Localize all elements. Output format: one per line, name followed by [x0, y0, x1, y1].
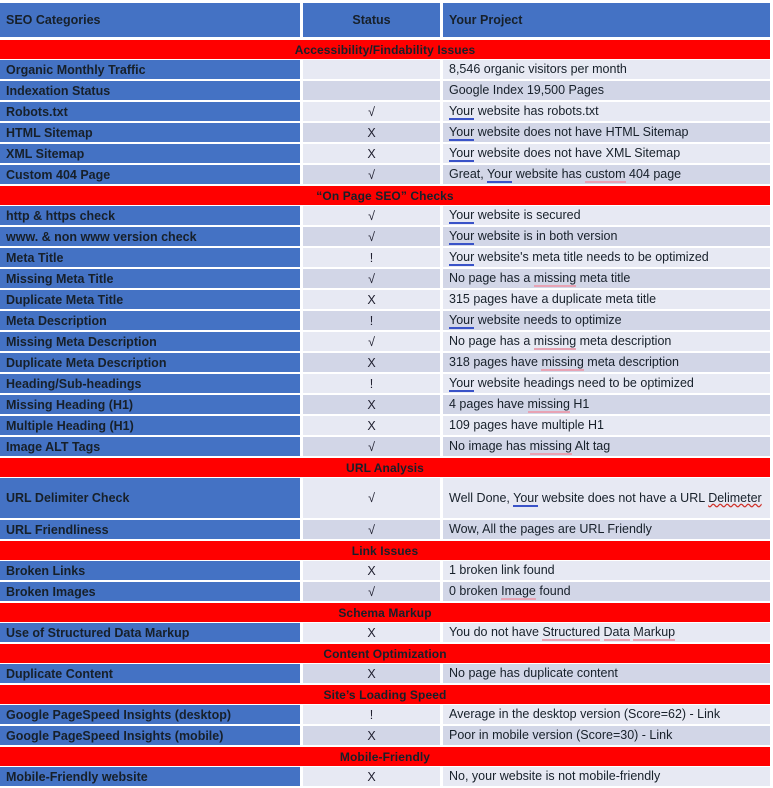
cell-status: !	[303, 311, 443, 332]
cell-category: Heading/Sub-headings	[0, 374, 303, 395]
cell-project: No, your website is not mobile-friendly	[443, 767, 770, 788]
table-row	[0, 705, 770, 726]
cell-category: Google PageSpeed Insights (desktop)	[0, 705, 303, 726]
cell-status: X	[303, 144, 443, 165]
cell-status	[303, 81, 443, 102]
table-row	[0, 81, 770, 102]
cell-category: Missing Meta Title	[0, 269, 303, 290]
cell-project: Great, Your website has custom 404 page	[443, 165, 770, 186]
table-row	[0, 395, 770, 416]
cell-project: Your website's meta title needs to be optimized	[443, 248, 770, 269]
cell-category: http & https check	[0, 206, 303, 227]
cell-category: Image ALT Tags	[0, 437, 303, 458]
table-row	[0, 561, 770, 582]
cell-status: !	[303, 248, 443, 269]
cell-project: Average in the desktop version (Score=62) - Link	[443, 705, 770, 726]
section-title: Content Optimization	[0, 644, 770, 664]
cell-status: √	[303, 582, 443, 603]
cell-project: Your website needs to optimize	[443, 311, 770, 332]
table-row	[0, 60, 770, 81]
section-title: Accessibility/Findability Issues	[0, 40, 770, 60]
cell-project: 4 pages have missing H1	[443, 395, 770, 416]
cell-project: Poor in mobile version (Score=30) - Link	[443, 726, 770, 747]
cell-status	[303, 60, 443, 81]
cell-project: 8,546 organic visitors per month	[443, 60, 770, 81]
cell-project: No image has missing Alt tag	[443, 437, 770, 458]
table-row	[0, 767, 770, 788]
cell-project: 318 pages have missing meta description	[443, 353, 770, 374]
cell-category: Duplicate Meta Title	[0, 290, 303, 311]
cell-category: Duplicate Content	[0, 664, 303, 685]
cell-category: Broken Links	[0, 561, 303, 582]
cell-category: Organic Monthly Traffic	[0, 60, 303, 81]
section-band	[0, 603, 770, 623]
cell-project: Wow, All the pages are URL Friendly	[443, 520, 770, 541]
column-header-seo-categories: SEO Categories	[0, 3, 303, 40]
table-header-row	[0, 3, 770, 40]
section-band	[0, 186, 770, 206]
cell-category: Missing Meta Description	[0, 332, 303, 353]
cell-project: No page has a missing meta title	[443, 269, 770, 290]
table-row	[0, 144, 770, 165]
cell-category: www. & non www version check	[0, 227, 303, 248]
seo-audit-table	[0, 3, 770, 788]
cell-status: X	[303, 395, 443, 416]
cell-category: Meta Description	[0, 311, 303, 332]
column-header-your-project: Your Project	[443, 3, 770, 40]
table-row	[0, 664, 770, 685]
section-band	[0, 747, 770, 767]
table-row	[0, 374, 770, 395]
table-row	[0, 416, 770, 437]
cell-category: Broken Images	[0, 582, 303, 603]
cell-status: X	[303, 664, 443, 685]
cell-status: X	[303, 561, 443, 582]
cell-status: √	[303, 478, 443, 520]
table-row	[0, 102, 770, 123]
cell-project: 109 pages have multiple H1	[443, 416, 770, 437]
table-row	[0, 311, 770, 332]
table-row	[0, 582, 770, 603]
cell-category: Use of Structured Data Markup	[0, 623, 303, 644]
table-row	[0, 269, 770, 290]
cell-category: Robots.txt	[0, 102, 303, 123]
table-row	[0, 123, 770, 144]
cell-status: √	[303, 520, 443, 541]
cell-status: X	[303, 353, 443, 374]
cell-status: X	[303, 623, 443, 644]
cell-project: You do not have Structured Data Markup	[443, 623, 770, 644]
section-title: Link Issues	[0, 541, 770, 561]
cell-project: Your website is secured	[443, 206, 770, 227]
section-band	[0, 458, 770, 478]
table-row	[0, 726, 770, 747]
cell-category: URL Friendliness	[0, 520, 303, 541]
section-band	[0, 685, 770, 705]
cell-category: HTML Sitemap	[0, 123, 303, 144]
cell-project: 315 pages have a duplicate meta title	[443, 290, 770, 311]
table-row	[0, 248, 770, 269]
cell-project: Your website does not have XML Sitemap	[443, 144, 770, 165]
cell-category: Custom 404 Page	[0, 165, 303, 186]
section-band	[0, 644, 770, 664]
cell-category: Missing Heading (H1)	[0, 395, 303, 416]
section-band	[0, 40, 770, 60]
cell-project: No page has duplicate content	[443, 664, 770, 685]
cell-status: √	[303, 206, 443, 227]
cell-project: Well Done, Your website does not have a URL Delimeter	[443, 478, 770, 520]
cell-status: √	[303, 437, 443, 458]
cell-status: X	[303, 726, 443, 747]
cell-status: X	[303, 767, 443, 788]
table-row	[0, 227, 770, 248]
cell-project: Your website does not have HTML Sitemap	[443, 123, 770, 144]
cell-category: XML Sitemap	[0, 144, 303, 165]
section-band	[0, 541, 770, 561]
cell-category: URL Delimiter Check	[0, 478, 303, 520]
cell-status: X	[303, 416, 443, 437]
cell-category: Indexation Status	[0, 81, 303, 102]
table-row	[0, 353, 770, 374]
cell-status: X	[303, 290, 443, 311]
section-title: Mobile-Friendly	[0, 747, 770, 767]
section-title: URL Analysis	[0, 458, 770, 478]
column-header-status: Status	[303, 3, 443, 40]
table-row	[0, 520, 770, 541]
cell-project: 1 broken link found	[443, 561, 770, 582]
cell-status: √	[303, 102, 443, 123]
cell-status: √	[303, 332, 443, 353]
table-row	[0, 206, 770, 227]
table-row	[0, 165, 770, 186]
cell-project: No page has a missing meta description	[443, 332, 770, 353]
section-title: “On Page SEO” Checks	[0, 186, 770, 206]
cell-status: !	[303, 705, 443, 726]
table-row	[0, 478, 770, 520]
cell-project: Your website headings need to be optimized	[443, 374, 770, 395]
cell-project: Your website is in both version	[443, 227, 770, 248]
cell-category: Google PageSpeed Insights (mobile)	[0, 726, 303, 747]
table-body	[0, 3, 770, 788]
cell-category: Mobile-Friendly website	[0, 767, 303, 788]
cell-project: Google Index 19,500 Pages	[443, 81, 770, 102]
cell-category: Meta Title	[0, 248, 303, 269]
table-row	[0, 332, 770, 353]
cell-category: Duplicate Meta Description	[0, 353, 303, 374]
cell-status: √	[303, 227, 443, 248]
section-title: Schema Markup	[0, 603, 770, 623]
section-title: Site’s Loading Speed	[0, 685, 770, 705]
cell-status: !	[303, 374, 443, 395]
cell-category: Multiple Heading (H1)	[0, 416, 303, 437]
cell-project: Your website has robots.txt	[443, 102, 770, 123]
cell-status: √	[303, 165, 443, 186]
cell-status: X	[303, 123, 443, 144]
cell-project: 0 broken Image found	[443, 582, 770, 603]
table-row	[0, 290, 770, 311]
table-row	[0, 437, 770, 458]
table-row	[0, 623, 770, 644]
cell-status: √	[303, 269, 443, 290]
